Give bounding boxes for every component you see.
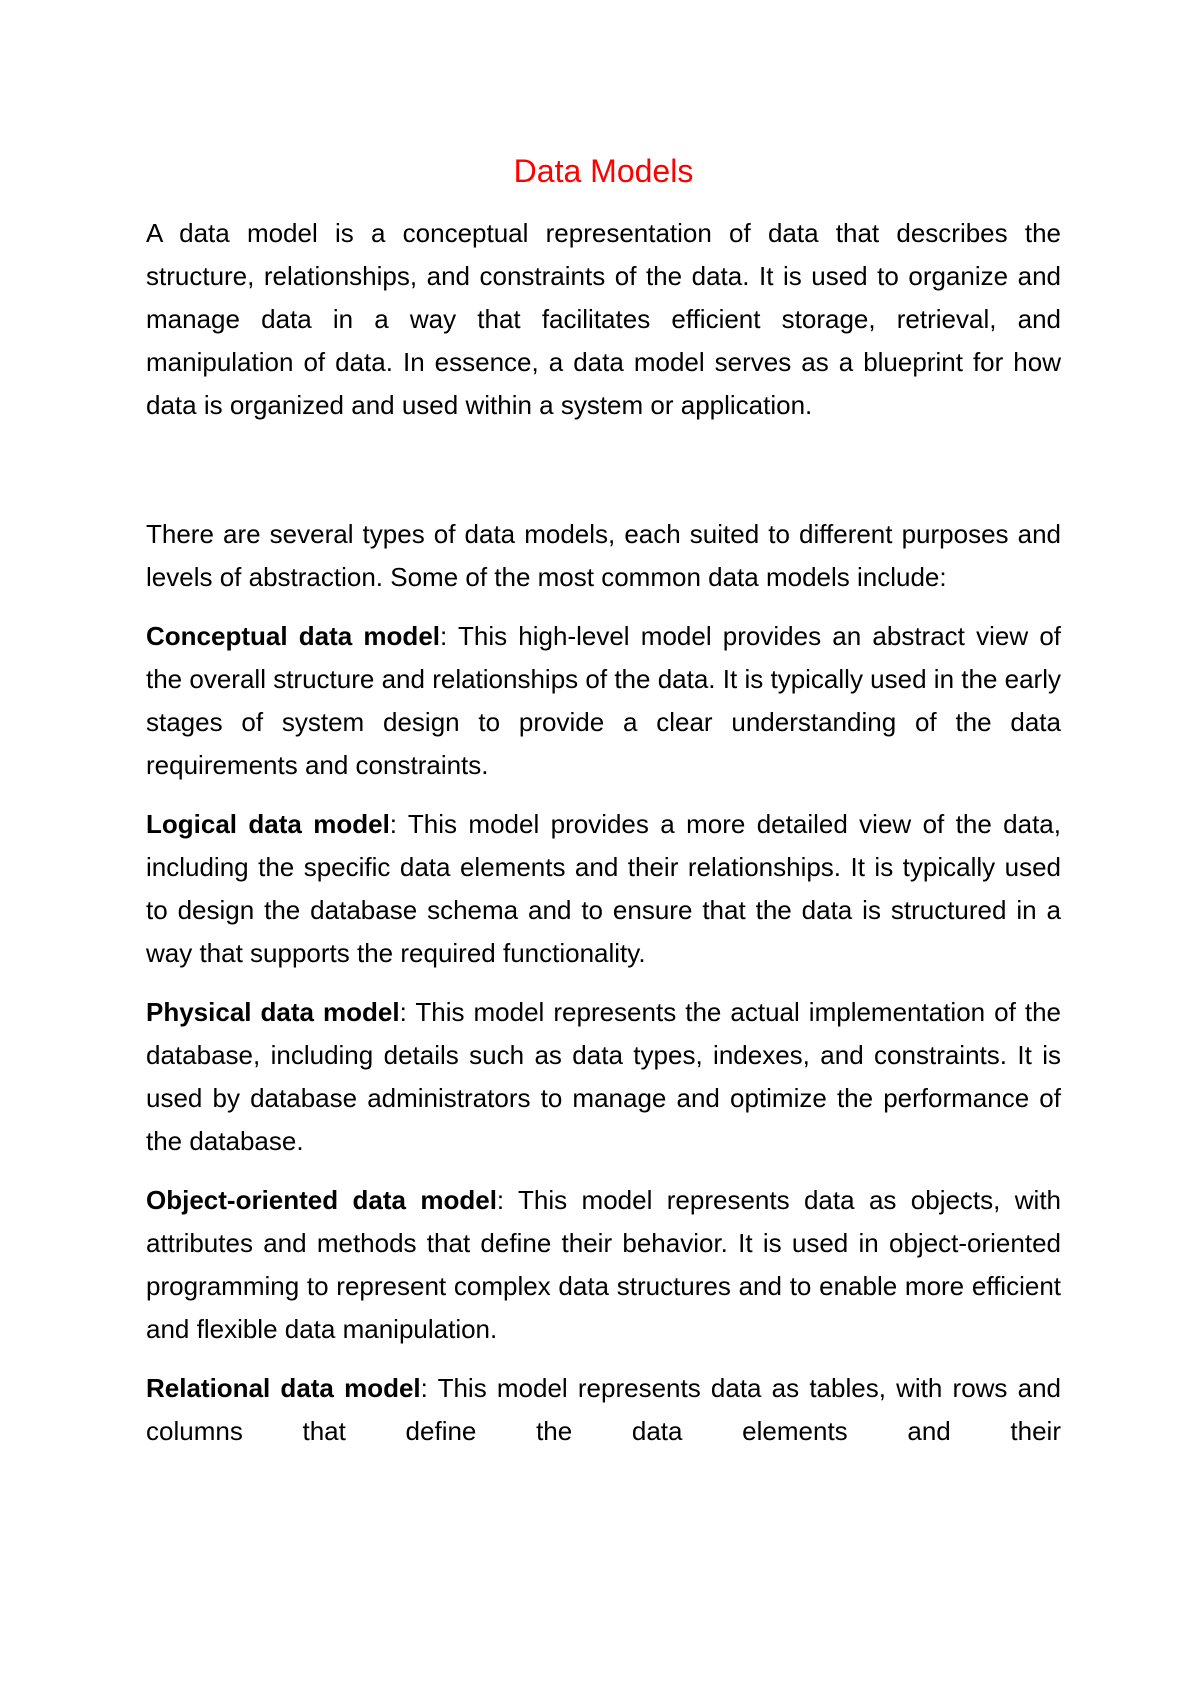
- model-term: Conceptual data model: [146, 621, 441, 651]
- model-description: : This model provides a more detailed view of the data, including the specific data elements and their relationships. It is typically used to design the database schema and to ensure that the data is structured in a way that supports the required functionality.: [146, 809, 1061, 968]
- model-term: Physical data model: [146, 997, 400, 1027]
- model-description: : This model represents the actual implementation of the database, including details such as data types, indexes, and constraints. It is used by database administrators to manage and optimize the performance of the database.: [146, 997, 1061, 1156]
- model-paragraph-logical: [146, 803, 1061, 975]
- model-term: Logical data model: [146, 809, 390, 839]
- model-paragraph-object-oriented: [146, 1179, 1061, 1351]
- page-title: Data Models: [513, 153, 694, 189]
- model-paragraph-relational: [146, 1367, 1061, 1453]
- model-description: : This model represents data as objects, with attributes and methods that define their behavior. It is used in object-oriented programming to represent complex data structures and to enable more efficient and flexible data manipulation.: [146, 1185, 1061, 1344]
- intro-paragraph: A data model is a conceptual representation of data that describes the structure, relationships, and constraints of the data. It is used to organize and manage data in a way that facilitates efficient storage, retrieval, and manipulation of data. In essence, a data model serves as a blueprint for how data is organized and used within a system or application.: [146, 218, 1061, 420]
- model-paragraph-conceptual: [146, 615, 1061, 787]
- model-description: : This model represents data as tables, with rows and columns that define the data elements and their: [146, 1373, 1061, 1446]
- model-description: : This high-level model provides an abstract view of the overall structure and relationships of the data. It is typically used in the early stages of system design to provide a clear understanding of the data requirements and constraints.: [146, 621, 1062, 780]
- document-body: [146, 146, 1061, 1469]
- model-term: Relational data model: [146, 1373, 421, 1403]
- model-paragraph-physical: [146, 991, 1061, 1163]
- types-intro-paragraph: There are several types of data models, each suited to different purposes and levels of abstraction. Some of the most common data models include:: [146, 519, 1061, 592]
- model-term: Object-oriented data model: [146, 1185, 497, 1215]
